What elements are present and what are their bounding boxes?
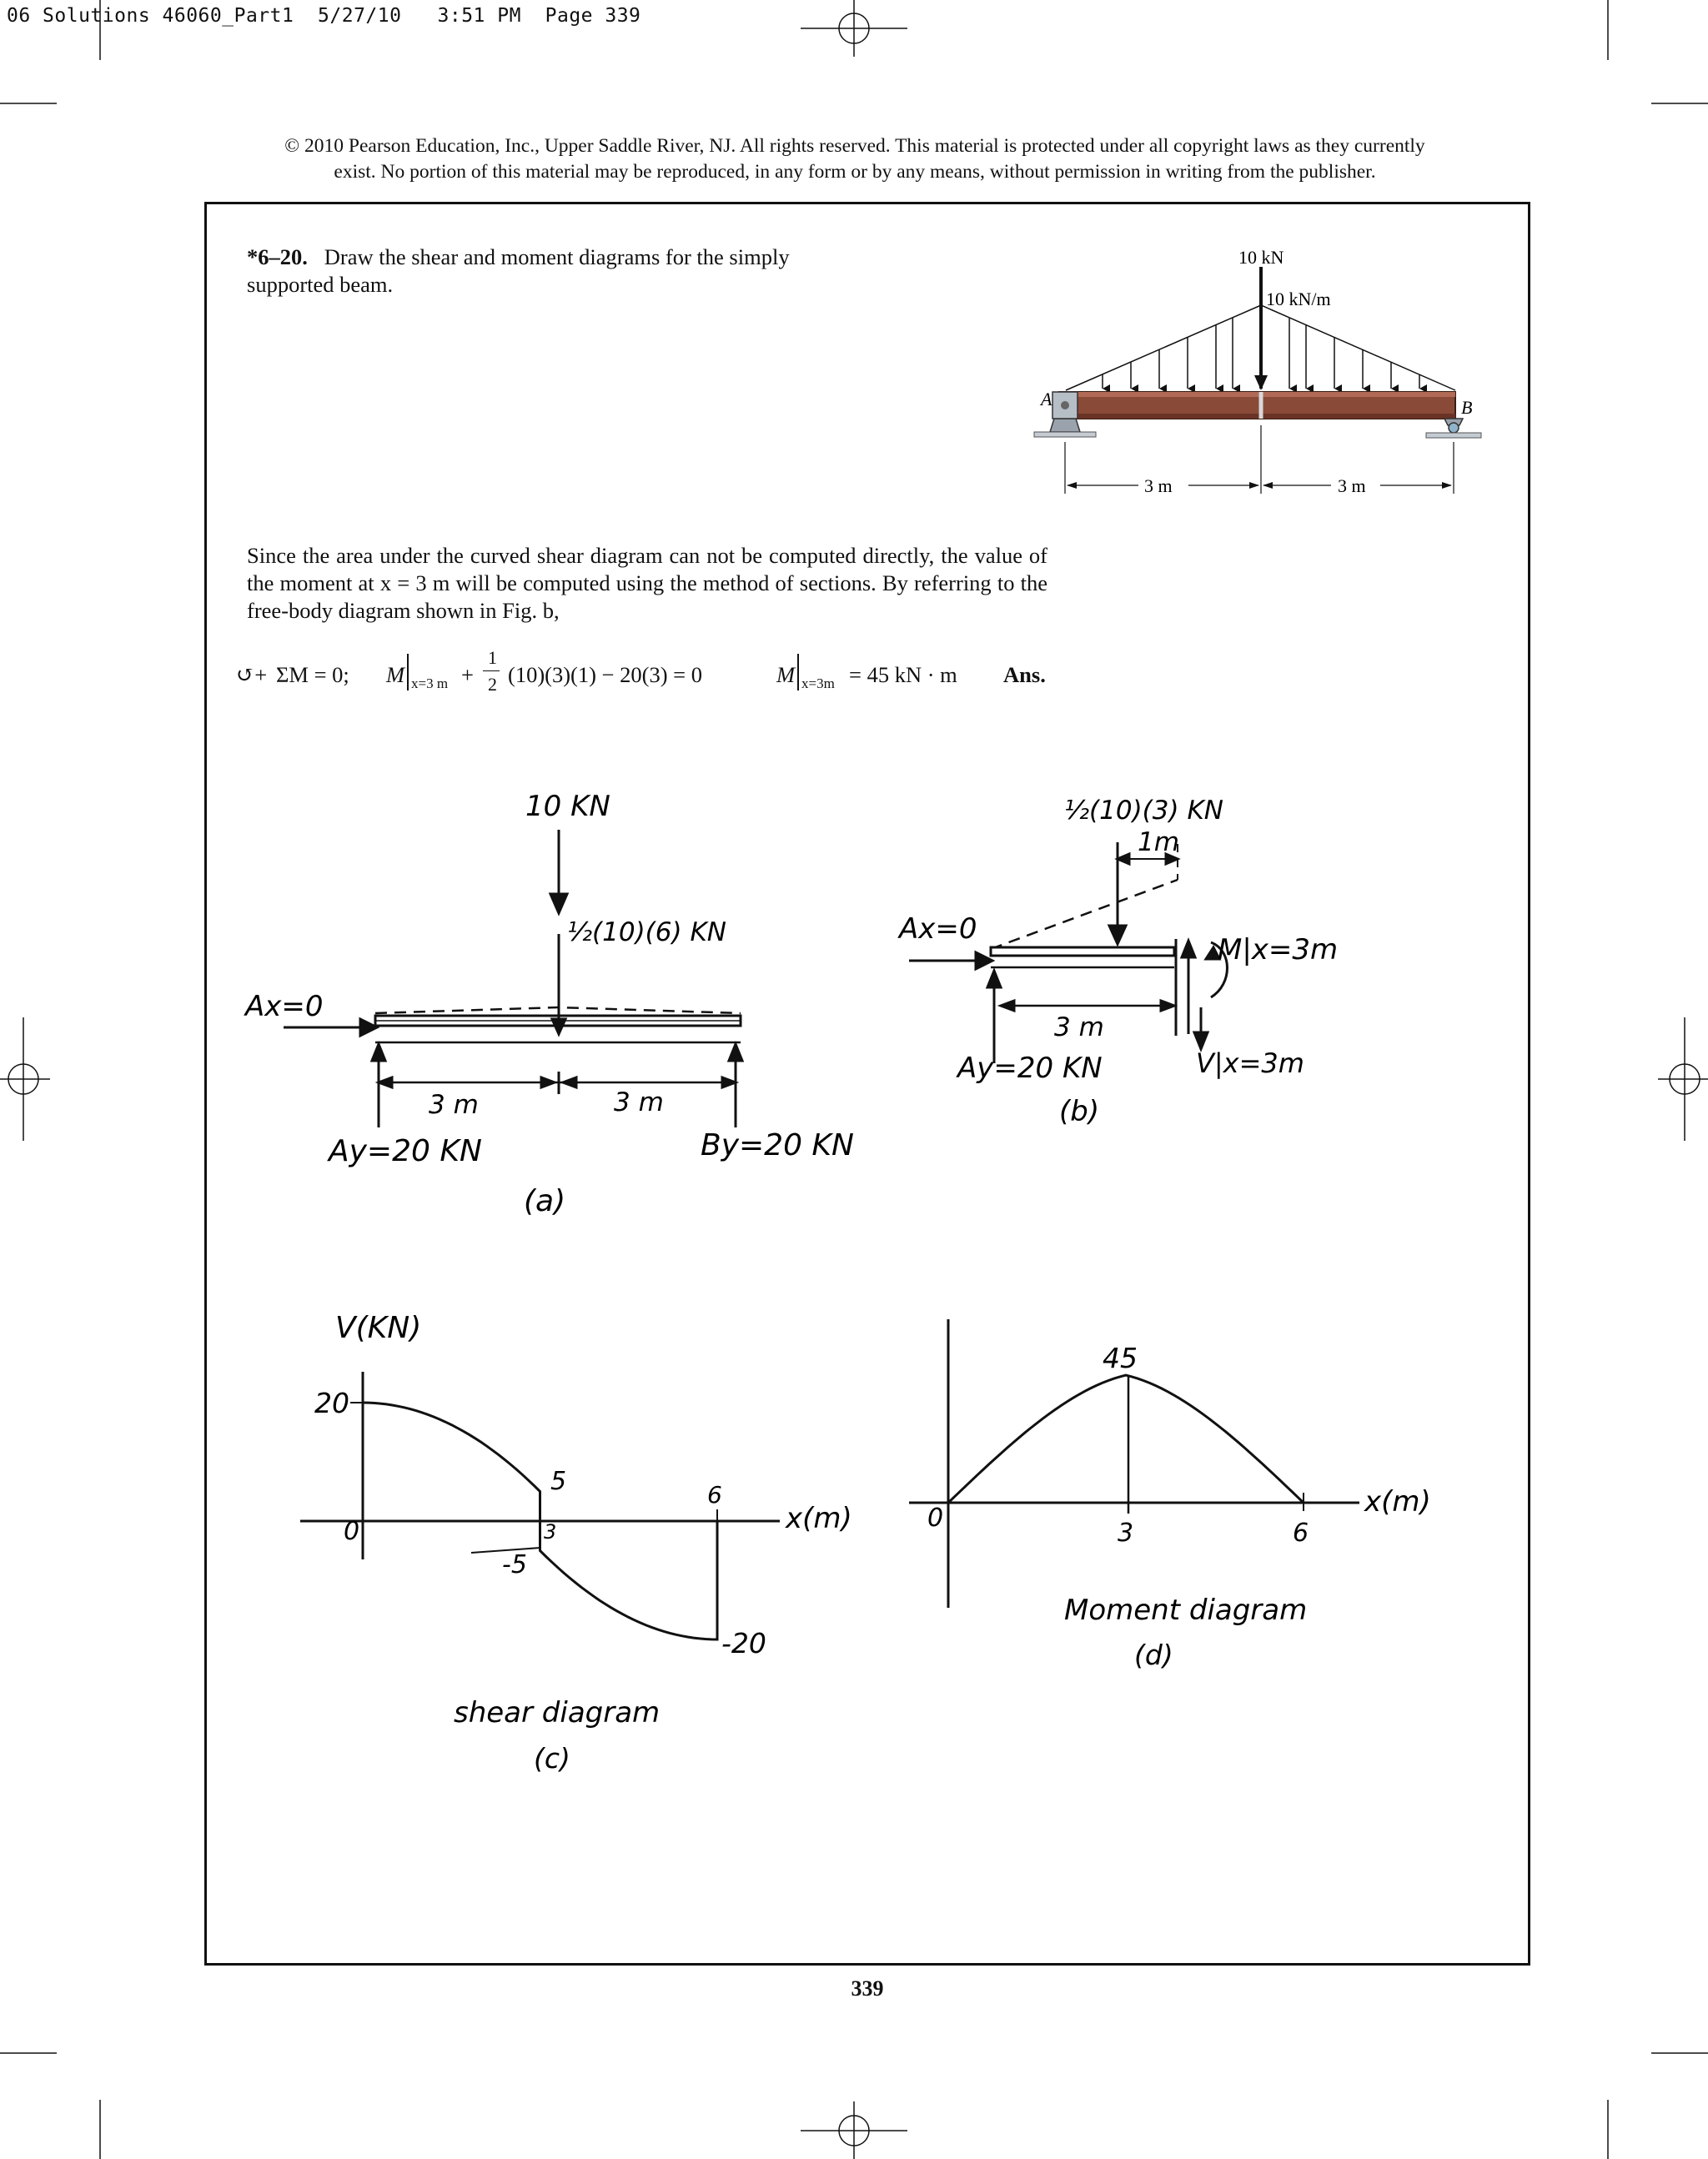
moment-x-label: x(m): [1364, 1485, 1431, 1519]
problem-number: *6–20.: [247, 244, 308, 269]
moment-equation: ↺+ ΣM = 0; M x=3 m + 1 2 (10)(3)(1) − 20(3) = 0 M x=3m = 45 kN · m Ans.: [236, 647, 1046, 695]
half-denominator: 2: [488, 674, 497, 695]
shear-val-5: 5: [550, 1467, 567, 1496]
result-subscript: x=3m: [801, 675, 835, 691]
solution-paragraph: Since the area under the curved shear diagram can not be computed directly, the value of the moment at x = 3 m will be computed using the method of sections. By referring to the free-body diagram shown in Fig. b,: [247, 543, 1047, 623]
half-numerator: 1: [488, 647, 497, 668]
moment-curve: [948, 1375, 1304, 1503]
equation-middle: (10)(3)(1) − 20(3) = 0: [508, 662, 702, 687]
sum-label: ΣM = 0;: [276, 662, 349, 687]
span-left-label: 3 m: [1144, 475, 1173, 496]
moment-tick-6: 6: [1293, 1519, 1309, 1548]
shear-tick-0: 0: [344, 1517, 360, 1546]
fbd-b-shear: V|x=3m: [1196, 1047, 1304, 1079]
moment-val-45: 45: [1103, 1342, 1138, 1374]
fbd-a-span-right: 3 m: [614, 1087, 664, 1117]
moment-term: M: [386, 662, 405, 687]
moment-title: Moment diagram: [1064, 1594, 1308, 1627]
shear-y-label: V(KN): [335, 1311, 422, 1345]
moment-tick-0: 0: [927, 1504, 944, 1533]
result-value: = 45 kN · m: [849, 662, 957, 687]
problem-text: Draw the shear and moment diagrams for the simply supported beam.: [247, 244, 790, 297]
shear-val-m20: -20: [721, 1627, 766, 1659]
fbd-a-resultant: ½(10)(6) KN: [567, 917, 726, 947]
shear-val-m5: -5: [502, 1550, 527, 1579]
moment-subscript: x=3 m: [411, 675, 449, 691]
span-right-label: 3 m: [1338, 475, 1366, 496]
point-load-label: 10 kN: [1238, 247, 1284, 268]
fbd-b-span: 3 m: [1054, 1012, 1104, 1042]
fbd-b-moment: M|x=3m: [1218, 933, 1339, 967]
fbd-b-ay: Ay=20 KN: [957, 1052, 1103, 1085]
shear-tick-3: 3: [544, 1520, 557, 1544]
fbd-b-resultant: ½(10)(3) KN: [1064, 796, 1223, 826]
moment-tick-3: 3: [1118, 1519, 1134, 1548]
shear-caption: (c): [534, 1742, 570, 1775]
fbd-b-caption: (b): [1059, 1095, 1100, 1128]
fbd-a-caption: (a): [524, 1184, 566, 1218]
copyright-line-2: exist. No portion of this material may be reproduced, in any form or by any means, without permission in writing from the publisher.: [334, 161, 1376, 183]
result-term: M: [776, 662, 796, 687]
page-number: 339: [851, 1976, 884, 2001]
answer-label: Ans.: [1003, 662, 1046, 687]
distributed-load-label: 10 kN/m: [1266, 289, 1331, 309]
support-a-label: A: [1041, 389, 1052, 409]
fbd-a-by: By=20 KN: [701, 1128, 854, 1162]
ccw-moment-symbol: ↺+: [236, 662, 268, 687]
fbd-b-arm: 1m: [1138, 827, 1179, 857]
shear-val-20: 20: [314, 1387, 349, 1419]
fbd-b-ax: Ax=0: [899, 912, 977, 946]
shear-x-label: x(m): [786, 1502, 852, 1535]
fbd-a-point-load: 10 KN: [525, 790, 610, 823]
support-b-label: B: [1461, 397, 1473, 418]
copyright-line-1: © 2010 Pearson Education, Inc., Upper Saddle River, NJ. All rights reserved. This material is protected under all copyright laws as they currently: [284, 135, 1425, 157]
fbd-a-ay: Ay=20 KN: [329, 1134, 482, 1168]
printer-slug: 06 Solutions 46060_Part1 5/27/10 3:51 PM Page 339: [7, 5, 641, 27]
moment-caption: (d): [1134, 1639, 1173, 1671]
fbd-a-ax: Ax=0: [245, 990, 324, 1023]
shear-title: shear diagram: [454, 1696, 661, 1730]
fbd-a-span-left: 3 m: [429, 1090, 479, 1120]
shear-tick-6: 6: [707, 1481, 722, 1509]
